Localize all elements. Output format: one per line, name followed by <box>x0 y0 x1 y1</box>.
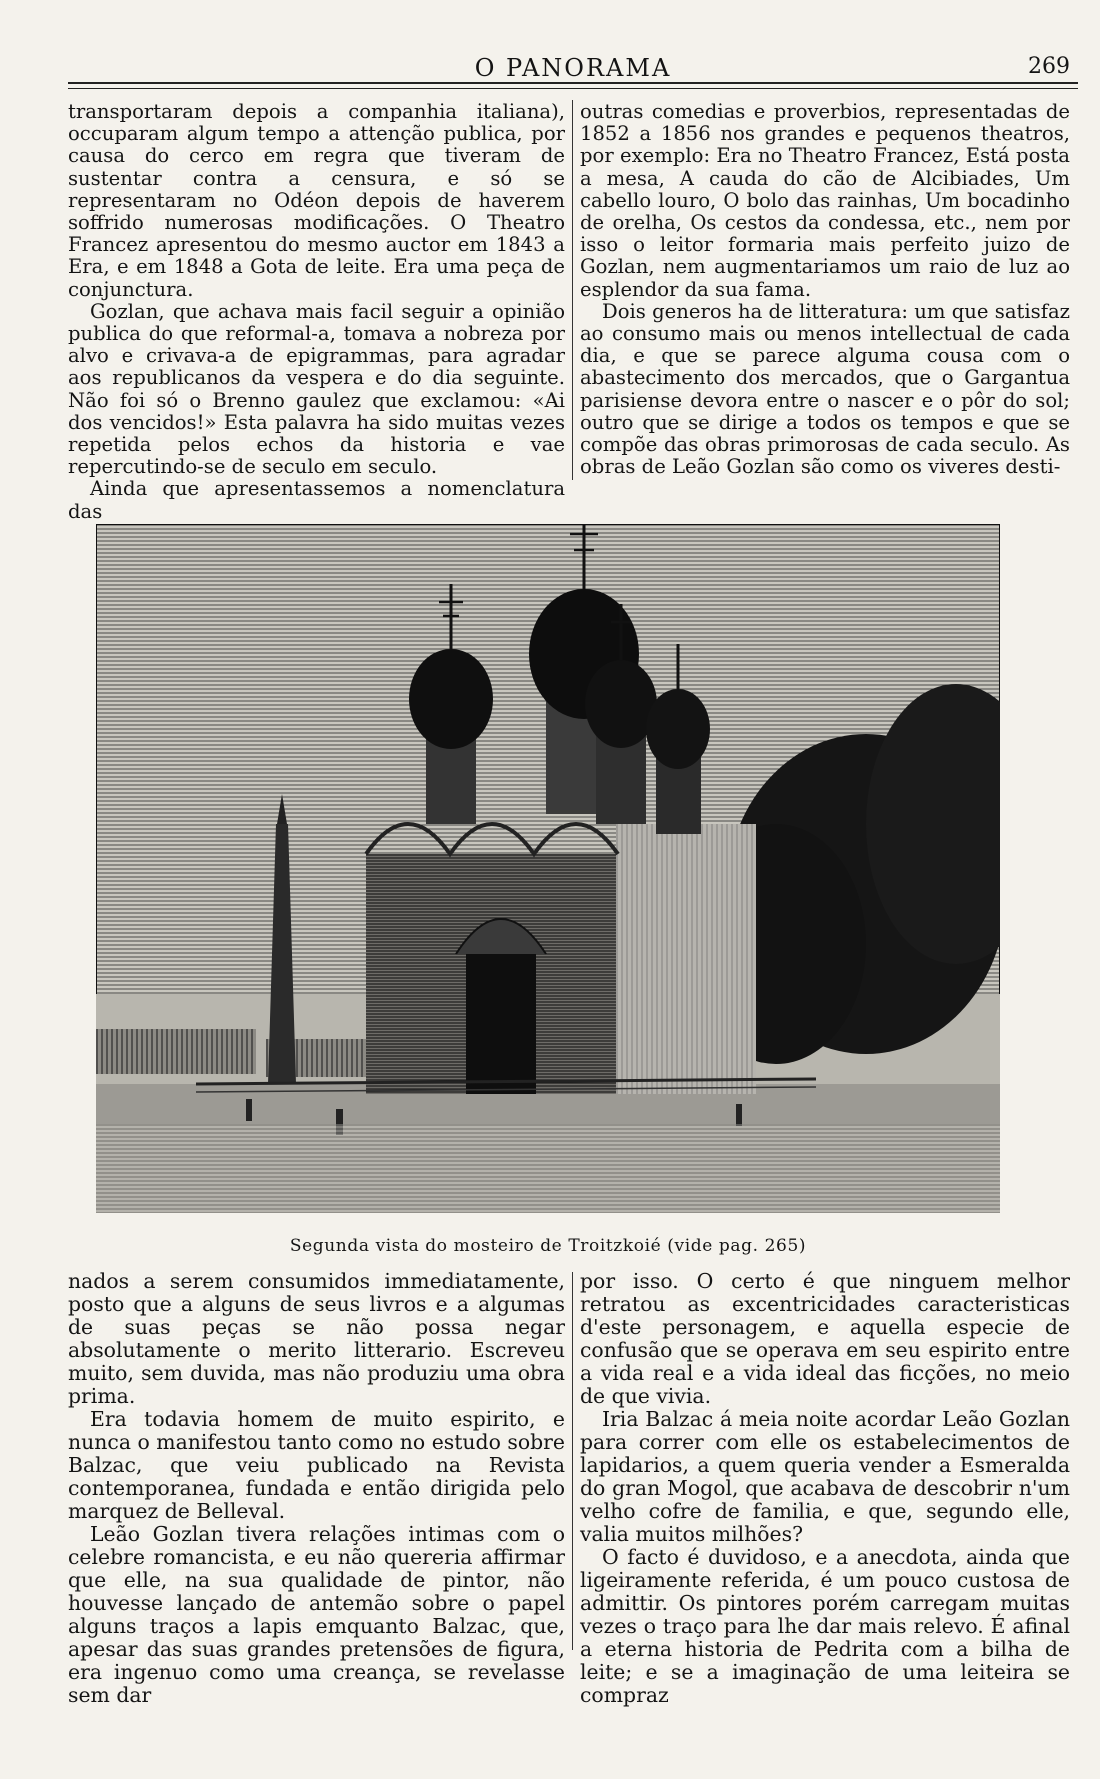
paragraph: Era todavia homem de muito espirito, e nunca o manifestou tanto como no estudo sobre Balzac, que veiu publicado na Revista contemporanea, fundada e então dirigida pelo marquez de Belleval. <box>68 1407 565 1523</box>
monastery-engraving <box>96 524 1000 1213</box>
header-rule-bottom <box>68 88 1078 89</box>
paragraph: Gozlan, que achava mais facil seguir a opinião publica do que reformal-a, tomava a nobreza por alvo e crivava-a de epigrammas, para agradar aos republicanos da vespera e do dia seguinte. Não foi só o Brenno gaulez que exclamou: «Ai dos vencidos!» Esta palavra ha sido muitas vezes repetida pelos echos da historia e vae repercutindo-se de seculo em seculo. <box>68 299 565 479</box>
journal-title: O PANORAMA <box>474 54 672 82</box>
paragraph: Ainda que apresentassemos a nomenclatura das <box>68 477 565 523</box>
upper-right-column <box>580 101 1070 478</box>
paragraph: nados a serem consumidos immediatamente, posto que a alguns de seus livros e a algumas de suas peças se não possa negar absolutamente o merito litterario. Escreveu muito, sem duvida, mas não produziu uma obra prima. <box>68 1269 565 1408</box>
paragraph: Dois generos ha de litteratura: um que satisfaz ao consumo mais ou menos intellectual de cada dia, e que se parece alguma cousa com o abastecimento dos mercados, que o Gargantua parisiense devora entre o nascer e o pôr do sol; outro que se dirige a todos os tempos e que se compõe das obras primorosas de cada seculo. As obras de Leão Gozlan são como os viveres desti- <box>580 299 1070 479</box>
paragraph: Leão Gozlan tivera relações intimas com o celebre romancista, e eu não quereria affirmar que elle, na sua qualidade de pintor, não houvesse lançado de antemão sobre o papel alguns traços a lapis emquanto Balzac, que, apesar das suas grandes pretensões de figura, era ingenuo como uma creança, se revelasse sem dar <box>68 1522 565 1707</box>
paragraph: outras comedias e proverbios, representadas de 1852 a 1856 nos grandes e pequenos theatros, por exemplo: Era no Theatro Francez, Está posta a mesa, A cauda do cão de Alcibiades, Um cabello louro, O bolo das rainhas, Um bocadinho de orelha, Os cestos da condessa, etc., nem por isso o leitor formaria mais perfeito juizo de Gozlan, nem augmentariamos um raio de luz ao esplendor da sua fama. <box>580 100 1070 301</box>
page-number: 269 <box>1028 54 1070 79</box>
illustration-caption: Segunda vista do mosteiro de Troitzkoié (vide pag. 265) <box>289 1236 807 1256</box>
page-header <box>68 54 1078 84</box>
paragraph: transportaram depois a companhia italiana), occuparam algum tempo a attenção publica, por causa do cerco em regra que tiveram de sustentar contra a censura, e só se representaram no Odéon depois de haverem soffrido numerosas modificações. O Theatro Francez apresentou do mesmo auctor em 1843 a Era, e em 1848 a Gota de leite. Era uma peça de conjunctura. <box>68 100 565 301</box>
upper-left-column <box>68 101 565 523</box>
paragraph: por isso. O certo é que ninguem melhor retratou as excentricidades caracteristicas d'este personagem, e aquella especie de confusão que se operava em seu espirito entre a vida real e a vida ideal das ficções, no meio de que vivia. <box>580 1269 1070 1408</box>
lower-right-column <box>580 1270 1070 1707</box>
column-rule <box>572 1272 573 1650</box>
column-rule <box>572 100 573 480</box>
lower-left-column <box>68 1270 565 1707</box>
paragraph: Iria Balzac á meia noite acordar Leão Gozlan para correr com elle os estabelecimentos de lapidarios, a quem queria vender a Esmeralda do gran Mogol, que acabava de descobrir n'um velho cofre de familia, e que, segundo elle, valia muitos milhões? <box>580 1407 1070 1546</box>
header-rule-top <box>68 82 1078 84</box>
paragraph: O facto é duvidoso, e a anecdota, ainda que ligeiramente referida, é um pouco custosa de admittir. Os pintores porém carregam muitas vezes o traço para lhe dar mais relevo. É afinal a eterna historia de Pedrita com a bilha de leite; e se a imaginação de uma leiteira se compraz <box>580 1545 1070 1707</box>
